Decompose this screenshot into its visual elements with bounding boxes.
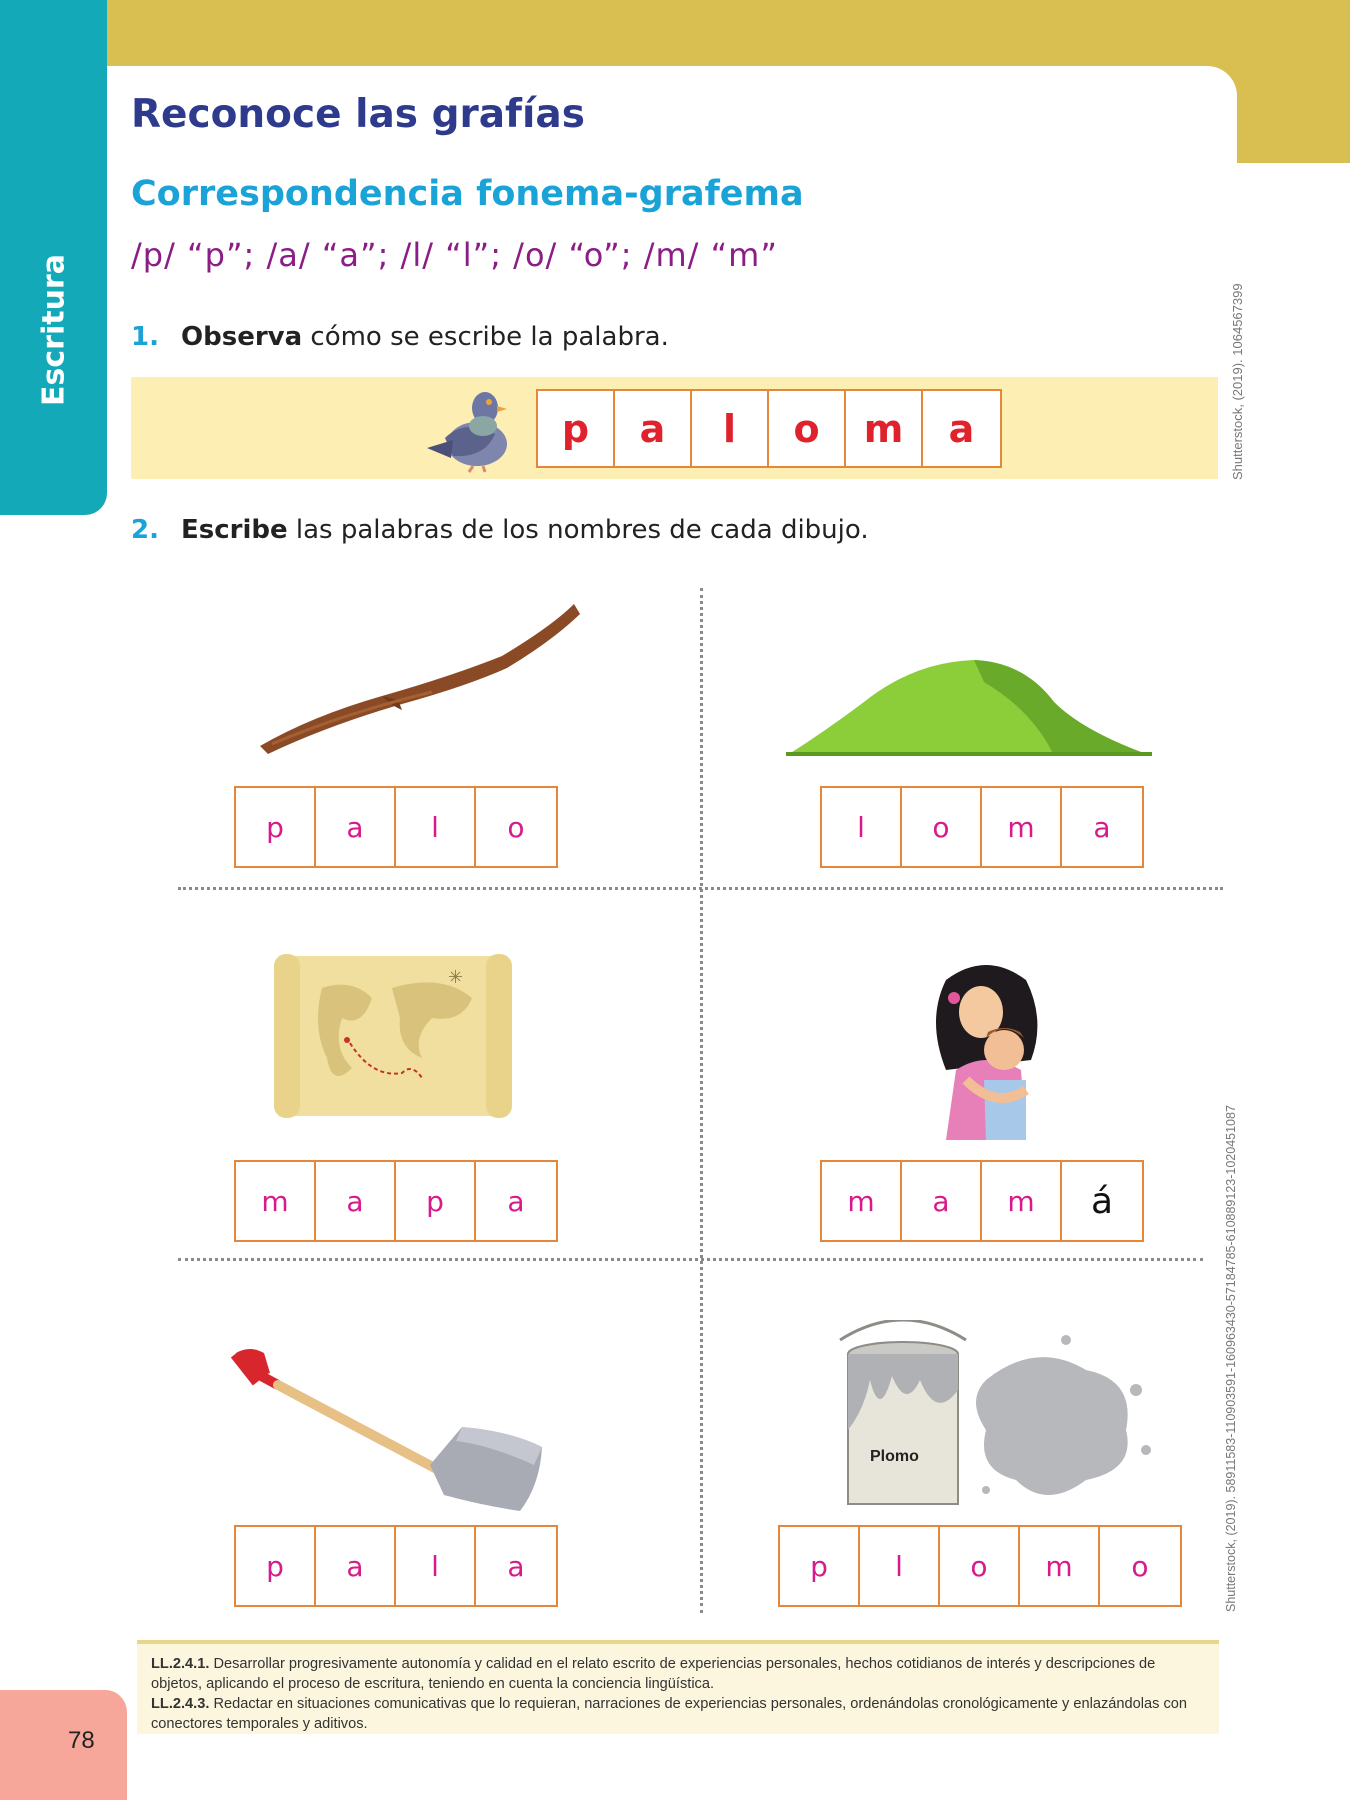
- instruction-1-number: 1.: [131, 322, 159, 352]
- letter-cell: á: [1090, 1180, 1114, 1222]
- page-number-box: [0, 1690, 127, 1800]
- hill-icon: [784, 652, 1154, 758]
- letter-cell: l: [692, 391, 769, 466]
- curriculum-item-2: [151, 1694, 1205, 1734]
- instruction-2-number: 2.: [131, 515, 159, 545]
- map-icon: [272, 948, 514, 1128]
- instruction-1-verb: Observa: [181, 322, 303, 352]
- header-panel-right: [1237, 163, 1350, 515]
- letter-cell: a: [316, 1162, 396, 1240]
- section-tab-label: Escritura: [36, 254, 72, 406]
- letter-cell: a: [1093, 810, 1111, 844]
- instruction-2-verb: Escribe: [181, 515, 288, 545]
- curriculum-footer: [137, 1640, 1219, 1734]
- word-plomo: [778, 1525, 1182, 1607]
- letter-cell: m: [846, 391, 923, 466]
- letter-cell: o: [1131, 1549, 1149, 1583]
- letter-cell: p: [236, 788, 316, 866]
- word-mama: [820, 1160, 1144, 1242]
- stick-icon: [252, 596, 582, 756]
- curriculum-item-1: [151, 1654, 1205, 1694]
- letter-cell: p: [780, 1527, 860, 1605]
- letter-cell: p: [538, 391, 615, 466]
- word-pala: [234, 1525, 558, 1607]
- letter-cell: l: [822, 788, 902, 866]
- shovel-icon: [230, 1345, 550, 1515]
- letter-cell: l: [396, 788, 476, 866]
- image-credit-top: Shutterstock, (2019). 1064567399: [1230, 283, 1245, 480]
- letter-cell: o: [507, 810, 525, 844]
- letter-cell: a: [316, 788, 396, 866]
- letter-cell: l: [396, 1527, 476, 1605]
- letter-cell: m: [822, 1162, 902, 1240]
- letter-cell: p: [236, 1527, 316, 1605]
- letter-cell: a: [615, 391, 692, 466]
- letter-cell: m: [982, 1162, 1062, 1240]
- letter-cell: a: [507, 1549, 525, 1583]
- letter-cell: p: [396, 1162, 476, 1240]
- curriculum-code-2: LL.2.4.3.: [151, 1696, 210, 1712]
- curriculum-code-1: LL.2.4.1.: [151, 1656, 210, 1672]
- grey-paint-can-icon: [836, 1320, 1162, 1520]
- letter-cell: o: [940, 1527, 1020, 1605]
- letter-cell: l: [860, 1527, 940, 1605]
- grid-divider-horizontal: [178, 887, 1223, 890]
- image-credit-side: Shutterstock, (2019). 58911583-110903591-160963430-57184785-610889123-1020451087: [1224, 1105, 1238, 1612]
- instruction-2: [131, 515, 869, 545]
- pigeon-icon: [425, 378, 517, 473]
- word-mapa: [234, 1160, 558, 1242]
- instruction-1-text: cómo se escribe la palabra.: [302, 322, 669, 352]
- page-title: Reconoce las grafías: [131, 92, 585, 137]
- instruction-1: [131, 322, 669, 352]
- curriculum-text-2: Redactar en situaciones comunicativas que lo requieran, narraciones de experiencias personales, ordenándolas cronológicamente y enlazándolas con conectores temporales y aditivos.: [151, 1696, 1187, 1732]
- letter-cell: a: [507, 1184, 525, 1218]
- page-subtitle: Correspondencia fonema-grafema: [131, 174, 804, 214]
- curriculum-text-1: Desarrollar progresivamente autonomía y calidad en el relato escrito de experiencias personales, hechos cotidianos de interés y descripciones de objetos, aplicando el proceso de escritura, teniendo en cuenta la conciencia lingüística.: [151, 1656, 1156, 1692]
- letter-cell: m: [982, 788, 1062, 866]
- letter-cell: o: [902, 788, 982, 866]
- example-word-paloma: [536, 389, 1002, 468]
- letter-cell: o: [769, 391, 846, 466]
- mother-hugging-child-icon: [926, 960, 1052, 1140]
- letter-cell: m: [1020, 1527, 1100, 1605]
- grid-divider-horizontal: [178, 1258, 1203, 1261]
- instruction-2-text: las palabras de los nombres de cada dibujo.: [287, 515, 869, 545]
- letter-cell: a: [316, 1527, 396, 1605]
- page-number: 78: [68, 1727, 95, 1754]
- svg-text:✳: ✳: [448, 967, 464, 988]
- grid-divider-vertical: [700, 588, 703, 1613]
- letter-cell: a: [948, 406, 975, 451]
- paint-can-label: Plomo: [870, 1448, 919, 1465]
- word-loma: [820, 786, 1144, 868]
- letter-cell: m: [236, 1162, 316, 1240]
- letter-cell: a: [902, 1162, 982, 1240]
- phoneme-list: /p/ “p”; /a/ “a”; /l/ “l”; /o/ “o”; /m/ “m”: [131, 236, 778, 274]
- word-palo: [234, 786, 558, 868]
